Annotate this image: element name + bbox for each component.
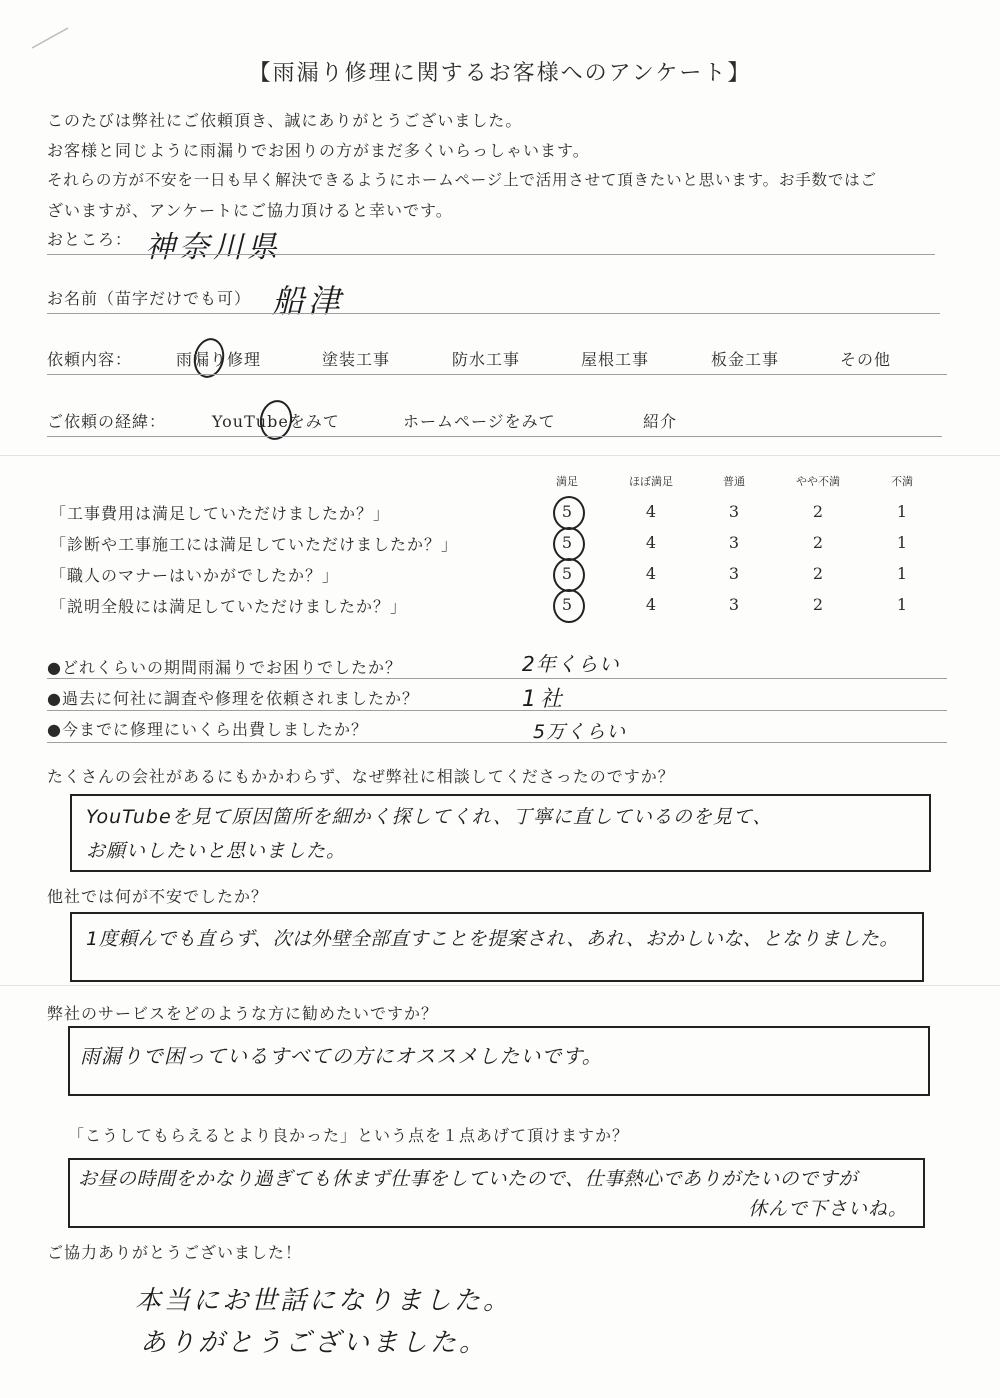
source-option-homepage: ホームページをみて — [403, 412, 556, 431]
closing-note: 本当にお世話になりました。 — [135, 1286, 513, 1316]
source-option-youtube: YouTubeをみて — [212, 412, 340, 431]
rating-value: 2 — [812, 564, 824, 583]
source-rule — [47, 436, 942, 437]
intro-line: それらの方が不安を一日も早く解決できるようにホームページ上で活用させて頂きたいと思います。お手数ではご — [47, 171, 877, 189]
rating-value: 2 — [812, 533, 824, 552]
closing-note: ありがとうございました。 — [140, 1328, 489, 1358]
rating-column-header: 不満 — [891, 475, 913, 488]
answer-line: 1度頼んでも直らず、次は外壁全部直すことを提案され、あれ、おかしいな、となりました。 — [86, 928, 899, 950]
name-value: 船津 — [272, 282, 345, 320]
rating-question: 「診断や工事施工には満足していただけましたか？」 — [50, 535, 459, 554]
request-rule — [47, 374, 947, 375]
rating-column-header: 普通 — [723, 475, 745, 488]
page-title: 【雨漏り修理に関するお客様へのアンケート】 — [248, 61, 752, 86]
rating-value: 3 — [728, 502, 740, 521]
answer-line: 雨漏りで困っているすべての方にオススメしたいです。 — [80, 1044, 603, 1068]
paper-fold — [0, 455, 1000, 456]
thanks-label: ご協力ありがとうございました！ — [47, 1243, 303, 1262]
request-option-roof: 屋根工事 — [581, 350, 650, 369]
answer-line: 休んで下さいね。 — [748, 1198, 909, 1220]
request-option-other: その他 — [840, 350, 892, 369]
open-question: 他社では何が不安でしたか？ — [47, 887, 269, 906]
rating-column-header: ほぼ満足 — [629, 475, 673, 488]
name-label: お名前（苗字だけでも可） — [47, 289, 252, 308]
request-option-waterproof: 防水工事 — [452, 350, 521, 369]
open-question: たくさんの会社があるにもかかわらず、なぜ弊社に相談してくださったのですか？ — [47, 767, 675, 786]
intro-line: お客様と同じように雨漏りでお困りの方がまだ多くいらっしゃいます。 — [47, 141, 590, 160]
rating-column-header: 満足 — [556, 475, 578, 488]
bullet-question: ●過去に何社に調査や修理を依頼されましたか？ — [47, 689, 419, 708]
request-label: 依頼内容： — [47, 350, 133, 369]
bullet-answer: 1社 — [522, 687, 566, 712]
rating-value: 1 — [896, 533, 908, 552]
rating-value: 3 — [728, 564, 740, 583]
bullet-rule — [47, 678, 947, 679]
rating-value: 5 — [561, 502, 573, 521]
name-rule — [47, 313, 940, 314]
rating-answer-mark — [553, 589, 585, 623]
rating-value: 4 — [645, 533, 657, 552]
intro-line: ざいますが、アンケートにご協力頂けると幸いです。 — [47, 201, 453, 220]
request-option-rain-leak: 雨漏り修理 — [176, 350, 262, 369]
rating-value: 4 — [645, 595, 657, 614]
request-option-sheet-metal: 板金工事 — [711, 350, 780, 369]
open-question: 「こうしてもらえるとより良かった」という点を１点あげて頂けますか？ — [68, 1126, 630, 1145]
intro-line: このたびは弊社にご依頼頂き、誠にありがとうございました。 — [47, 111, 523, 130]
rating-value: 1 — [896, 502, 908, 521]
rating-value: 3 — [728, 533, 740, 552]
rating-question: 「説明全般には満足していただけましたか？」 — [50, 597, 408, 616]
rating-value: 2 — [812, 595, 824, 614]
rating-value: 1 — [896, 595, 908, 614]
bullet-question: ●どれくらいの期間雨漏りでお困りでしたか？ — [47, 658, 402, 677]
bullet-question: ●今までに修理にいくら出費しましたか？ — [47, 720, 368, 739]
bullet-answer: 2年くらい — [522, 652, 620, 676]
answer-line: お昼の時間をかなり過ぎても休まず仕事をしていたので、仕事熱心でありがたいのですが — [78, 1168, 858, 1190]
bullet-answer: 5万くらい — [533, 721, 627, 743]
rating-value: 3 — [728, 595, 740, 614]
bullet-rule — [47, 742, 947, 743]
bullet-rule — [47, 710, 947, 711]
answer-line: お願いしたいと思いました。 — [86, 840, 347, 862]
rating-value: 4 — [645, 502, 657, 521]
rating-answer-mark — [553, 558, 585, 592]
rating-value: 5 — [561, 595, 573, 614]
rating-question: 「工事費用は満足していただけましたか？」 — [50, 504, 391, 523]
rating-value: 5 — [561, 564, 573, 583]
answer-line: YouTubeを見て原因箇所を細かく探してくれ、丁寧に直しているのを見て、 — [86, 806, 773, 828]
rating-value: 1 — [896, 564, 908, 583]
paper-fold — [0, 985, 1000, 986]
paper-mark — [10, 20, 70, 60]
rating-value: 4 — [645, 564, 657, 583]
open-question: 弊社のサービスをどのような方に勧めたいですか？ — [47, 1004, 439, 1023]
source-label: ご依頼の経緯： — [47, 412, 167, 431]
address-value: 神奈川県 — [145, 230, 281, 265]
rating-answer-mark — [553, 496, 585, 530]
rating-value: 5 — [561, 533, 573, 552]
rating-column-header: やや不満 — [796, 475, 840, 488]
address-label: おところ： — [47, 230, 133, 249]
address-rule — [47, 254, 935, 255]
rating-value: 2 — [812, 502, 824, 521]
rating-answer-mark — [553, 527, 585, 561]
rating-question: 「職人のマナーはいかがでしたか？」 — [50, 566, 340, 585]
request-option-painting: 塗装工事 — [322, 350, 391, 369]
source-option-referral: 紹介 — [643, 412, 678, 431]
